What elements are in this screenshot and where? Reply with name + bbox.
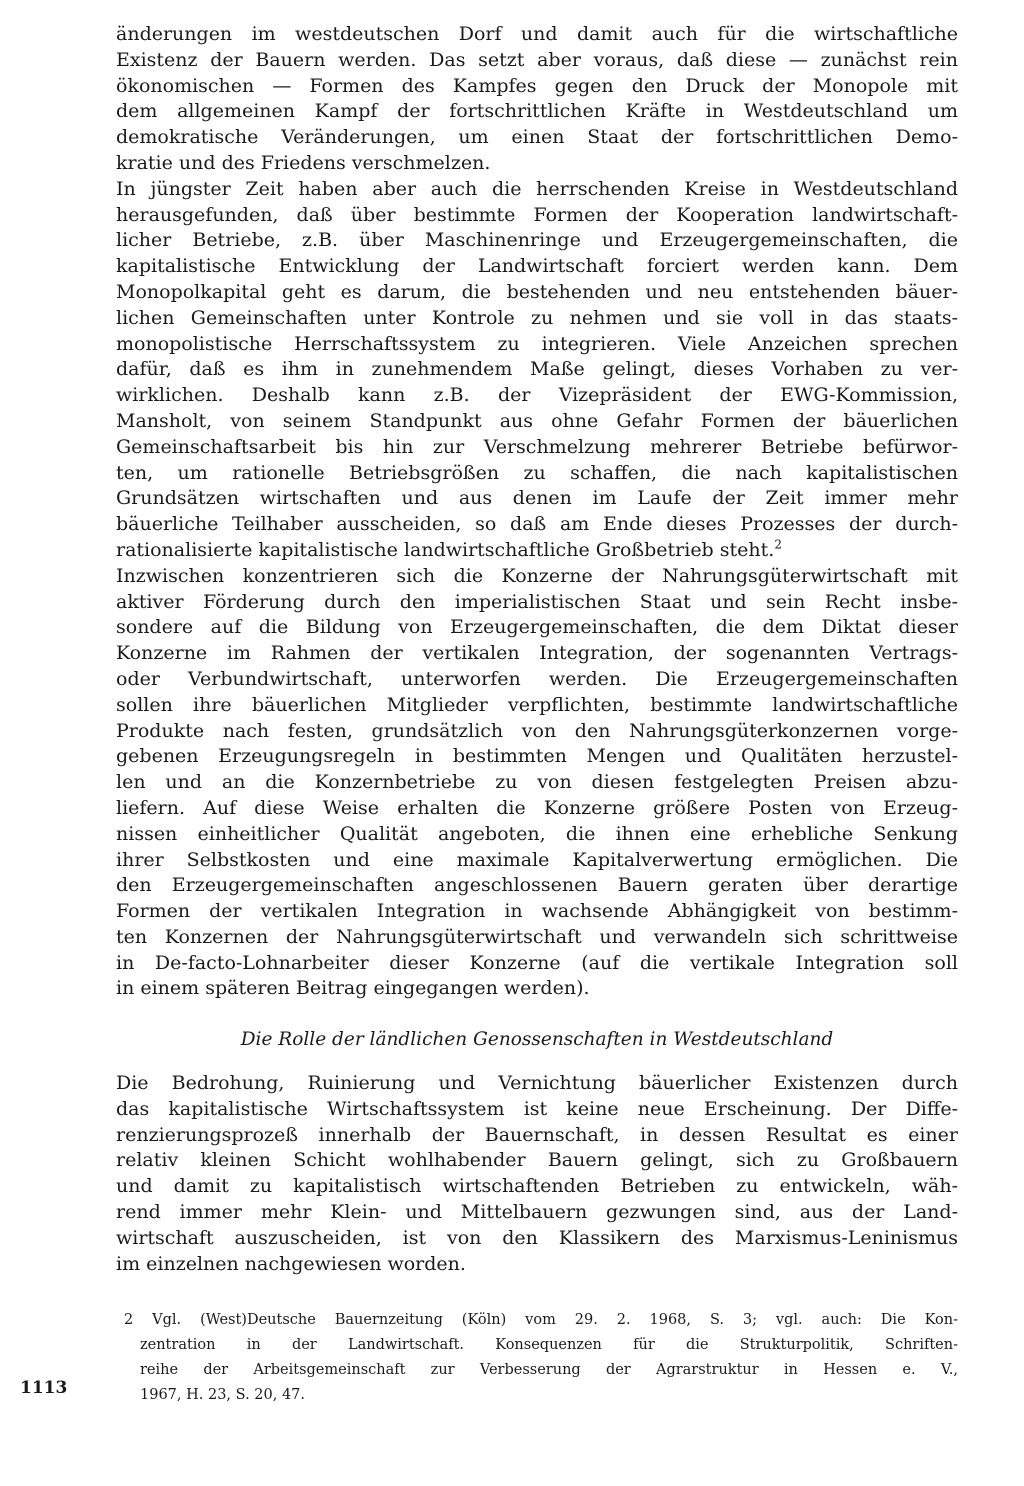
text-line: herausgefunden, daß über bestimmte Formen der Kooperation landwirtschaft-	[116, 203, 958, 226]
text-line: kapitalistische Entwicklung der Landwirtschaft forciert werden kann. Dem	[116, 255, 958, 278]
footnote-line: reihe der Arbeitsgemeinschaft zur Verbesserung der Agrarstruktur in Hessen e. V.,	[140, 1362, 958, 1378]
text-line: Formen der vertikalen Integration in wachsende Abhängigkeit von bestimm-	[116, 900, 958, 923]
footnote-line: zentration in der Landwirtschaft. Konsequenzen für die Strukturpolitik, Schriften-	[140, 1337, 958, 1353]
footnote-line: 1967, H. 23, S. 20, 47.	[140, 1387, 306, 1403]
text-line: dem allgemeinen Kampf der fortschrittlichen Kräfte in Westdeutschland um	[116, 100, 958, 123]
text-line: in einem späteren Beitrag eingegangen werden).	[116, 977, 590, 1000]
text-line: ten, um rationelle Betriebsgrößen zu schaffen, die nach kapitalistischen	[116, 461, 958, 484]
paragraph-2	[116, 177, 958, 564]
text-line	[116, 538, 958, 564]
text-line: ökonomischen — Formen des Kampfes gegen den Druck der Monopole mit	[116, 74, 958, 97]
footnote	[116, 1308, 958, 1408]
text-line: gebenen Erzeugungsregeln in bestimmten Mengen und Qualitäten herzustel-	[116, 745, 958, 768]
text-line: Konzerne im Rahmen der vertikalen Integration, der sogenannten Vertrags-	[116, 642, 958, 665]
text-line: oder Verbundwirtschaft, unterworfen werden. Die Erzeugergemeinschaften	[116, 667, 958, 690]
text-line: änderungen im westdeutschen Dorf und damit auch für die wirtschaftliche	[116, 23, 958, 45]
footnote-line-content: Vgl. (West)Deutsche Bauernzeitung (Köln) vom 29. 2. 1968, S. 3; vgl. auch: Die Kon-	[152, 1312, 958, 1328]
text-line: Existenz der Bauern werden. Das setzt aber voraus, daß diese — zunächst rein	[116, 48, 958, 71]
paragraph-1	[116, 22, 958, 177]
text-line: Monopolkapital geht es darum, die bestehenden und neu entstehenden bäuer-	[116, 280, 958, 303]
section-body-text	[116, 1071, 958, 1277]
text-line: das kapitalistische Wirtschaftssystem ist keine neue Erscheinung. Der Diffe-	[116, 1097, 958, 1120]
text-line: ten Konzernen der Nahrungsgüterwirtschaft und verwandeln sich schrittweise	[116, 925, 958, 948]
text-line: Mansholt, von seinem Standpunkt aus ohne Gefahr Formen der bäuerlichen	[116, 409, 958, 432]
text-line: monopolistische Herrschaftssystem zu integrieren. Viele Anzeichen sprechen	[116, 332, 958, 355]
text-line: aktiver Förderung durch den imperialistischen Staat und sein Recht insbe-	[116, 590, 958, 613]
text-line: liefern. Auf diese Weise erhalten die Konzerne größere Posten von Erzeug-	[116, 796, 958, 819]
text-line-content: rationalisierte kapitalistische landwirtschaftliche Großbetrieb steht.	[116, 538, 775, 561]
text-line: len und an die Konzernbetriebe zu von diesen festgelegten Preisen abzu-	[116, 771, 958, 794]
footnote-reference[interactable]: 2	[774, 537, 782, 552]
text-line: nissen einheitlicher Qualität angeboten, die ihnen eine erhebliche Senkung	[116, 822, 958, 845]
paragraph-4	[116, 1071, 958, 1277]
text-line: sondere auf die Bildung von Erzeugergemeinschaften, die dem Diktat dieser	[116, 616, 958, 639]
text-line: licher Betriebe, z.B. über Maschinenringe und Erzeugergemeinschaften, die	[116, 229, 958, 252]
text-line: Produkte nach festen, grundsätzlich von den Nahrungsgüterkonzernen vorge-	[116, 719, 958, 742]
text-line: renzierungsprozeß innerhalb der Bauernschaft, in dessen Resultat es einer	[116, 1123, 958, 1146]
text-line: Die Bedrohung, Ruinierung und Vernichtung bäuerlicher Existenzen durch	[116, 1072, 958, 1094]
text-line: und damit zu kapitalistisch wirtschaftenden Betrieben zu entwickeln, wäh-	[116, 1175, 958, 1198]
footnote-number: 2	[124, 1312, 134, 1328]
text-line: dafür, daß es ihm in zunehmendem Maße gelingt, dieses Vorhaben zu ver-	[116, 358, 958, 381]
paragraph-3	[116, 564, 958, 1003]
text-line: kratie und des Friedens verschmelzen.	[116, 151, 491, 174]
text-line: demokratische Veränderungen, um einen Staat der fortschrittlichen Demo-	[116, 126, 958, 149]
text-line: Grundsätzen wirtschaften und aus denen im Laufe der Zeit immer mehr	[116, 487, 958, 510]
text-line: wirklichen. Deshalb kann z.B. der Vizepräsident der EWG-Kommission,	[116, 384, 958, 407]
text-line: rend immer mehr Klein- und Mittelbauern gezwungen sind, aus der Land-	[116, 1200, 958, 1223]
page-number: 1113	[20, 1378, 68, 1398]
text-line: lichen Gemeinschaften unter Kontrole zu nehmen und sie voll in das staats-	[116, 306, 958, 329]
text-line: relativ kleinen Schicht wohlhabender Bauern gelingt, sich zu Großbauern	[116, 1149, 958, 1172]
text-line: in De-facto-Lohnarbeiter dieser Konzerne (auf die vertikale Integration soll	[116, 951, 958, 974]
text-line: sollen ihre bäuerlichen Mitglieder verpflichten, bestimmte landwirtschaftliche	[116, 693, 958, 716]
text-line: im einzelnen nachgewiesen worden.	[116, 1252, 466, 1275]
text-line: ihrer Selbstkosten und eine maximale Kapitalverwertung ermöglichen. Die	[116, 848, 958, 871]
text-line: Inzwischen konzentrieren sich die Konzerne der Nahrungsgüterwirtschaft mit	[116, 564, 958, 587]
footnote-line	[116, 1308, 958, 1333]
body-text	[116, 22, 958, 1002]
text-line: Gemeinschaftsarbeit bis hin zur Verschmelzung mehrerer Betriebe befürwor-	[116, 435, 958, 458]
text-line: bäuerliche Teilhaber ausscheiden, so daß am Ende dieses Prozesses der durch-	[116, 513, 958, 536]
section-heading: Die Rolle der ländlichen Genossenschaften in Westdeutschland	[240, 1029, 834, 1050]
text-line: den Erzeugergemeinschaften angeschlossenen Bauern geraten über derartige	[116, 874, 958, 897]
text-line: In jüngster Zeit haben aber auch die herrschenden Kreise in Westdeutschland	[116, 177, 958, 200]
text-line: wirtschaft auszuscheiden, ist von den Klassikern des Marxismus-Leninismus	[116, 1226, 958, 1249]
